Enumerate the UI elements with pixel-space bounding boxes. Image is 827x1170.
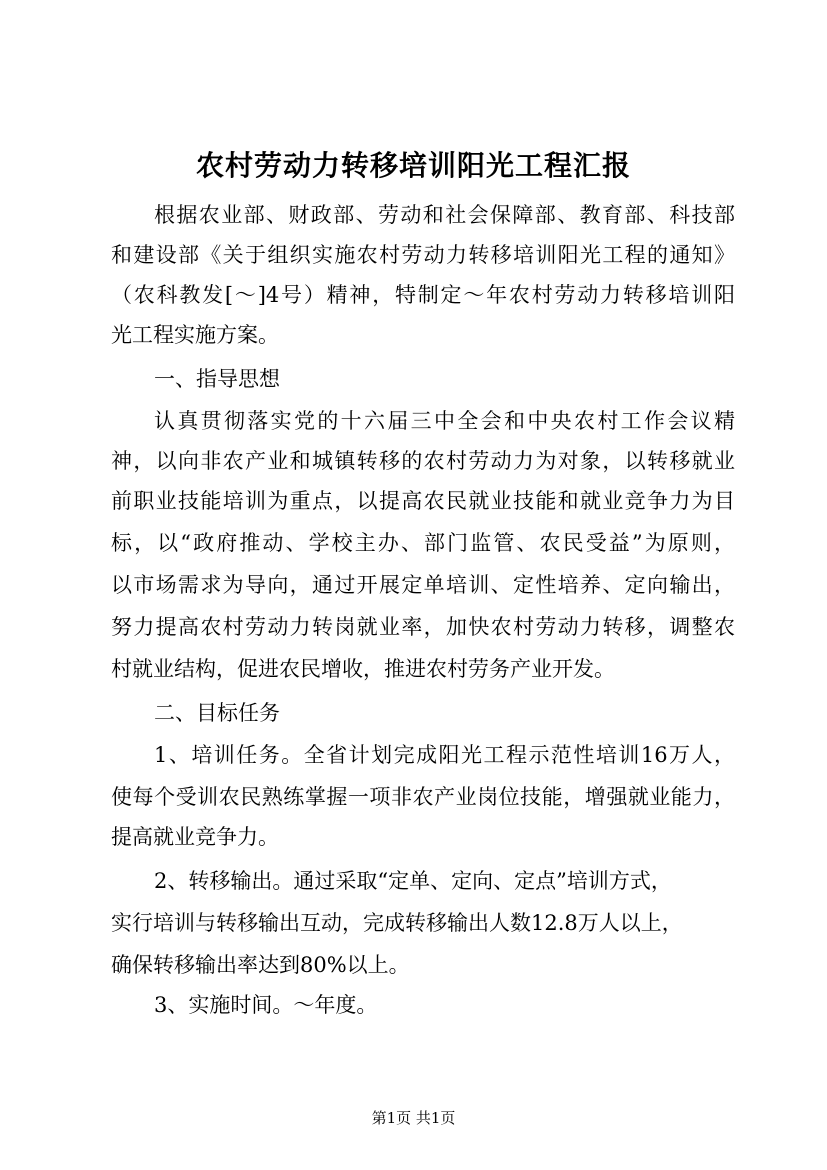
paragraph-line: 村就业结构，促进农民增收，推进农村劳务产业开发。: [111, 657, 615, 681]
paragraph-line: 1、培训任务。全省计划完成阳光工程示范性培训16万人，: [154, 743, 735, 767]
paragraph-line: 根据农业部、财政部、劳动和社会保障部、教育部、科技部: [154, 203, 735, 227]
paragraph-line: 提高就业竞争力。: [111, 825, 279, 849]
paragraph-line: 3、实施时间。～年度。: [154, 993, 378, 1017]
paragraph-line: 标，以“政府推动、学校主办、部门监管、农民受益”为原则，: [111, 531, 735, 555]
paragraph-line: 努力提高农村劳动力转岗就业率，加快农村劳动力转移，调整农: [111, 615, 735, 639]
section-heading: 一、指导思想: [154, 367, 280, 391]
section-heading: 二、目标任务: [154, 701, 280, 725]
paragraph-line: （农科教发[～]4号）精神，特制定～年农村劳动力转移培训阳: [111, 283, 735, 307]
page-indicator: 第1页 共1页: [371, 1109, 456, 1127]
paragraph-line: 和建设部《关于组织实施农村劳动力转移培训阳光工程的通知》: [111, 243, 735, 267]
paragraph-line: 2、转移输出。通过采取“定单、定向、定点”培训方式，: [154, 869, 672, 893]
paragraph-line: 认真贯彻落实党的十六届三中全会和中央农村工作会议精: [154, 409, 735, 433]
paragraph-line: 神，以向非农产业和城镇转移的农村劳动力为对象，以转移就业: [111, 449, 735, 473]
paragraph-line: 前职业技能培训为重点，以提高农民就业技能和就业竞争力为目: [111, 489, 735, 513]
paragraph-line: 实行培训与转移输出互动，完成转移输出人数12.8万人以上，: [111, 911, 683, 935]
paragraph-line: 使每个受训农民熟练掌握一项非农产业岗位技能，增强就业能力，: [111, 785, 735, 809]
paragraph-line: 确保转移输出率达到80%以上。: [111, 953, 410, 977]
document-title: 农村劳动力转移培训阳光工程汇报: [195, 149, 631, 182]
paragraph-line: 以市场需求为导向，通过开展定单培训、定性培养、定向输出，: [111, 573, 735, 597]
paragraph-line: 光工程实施方案。: [111, 323, 279, 347]
